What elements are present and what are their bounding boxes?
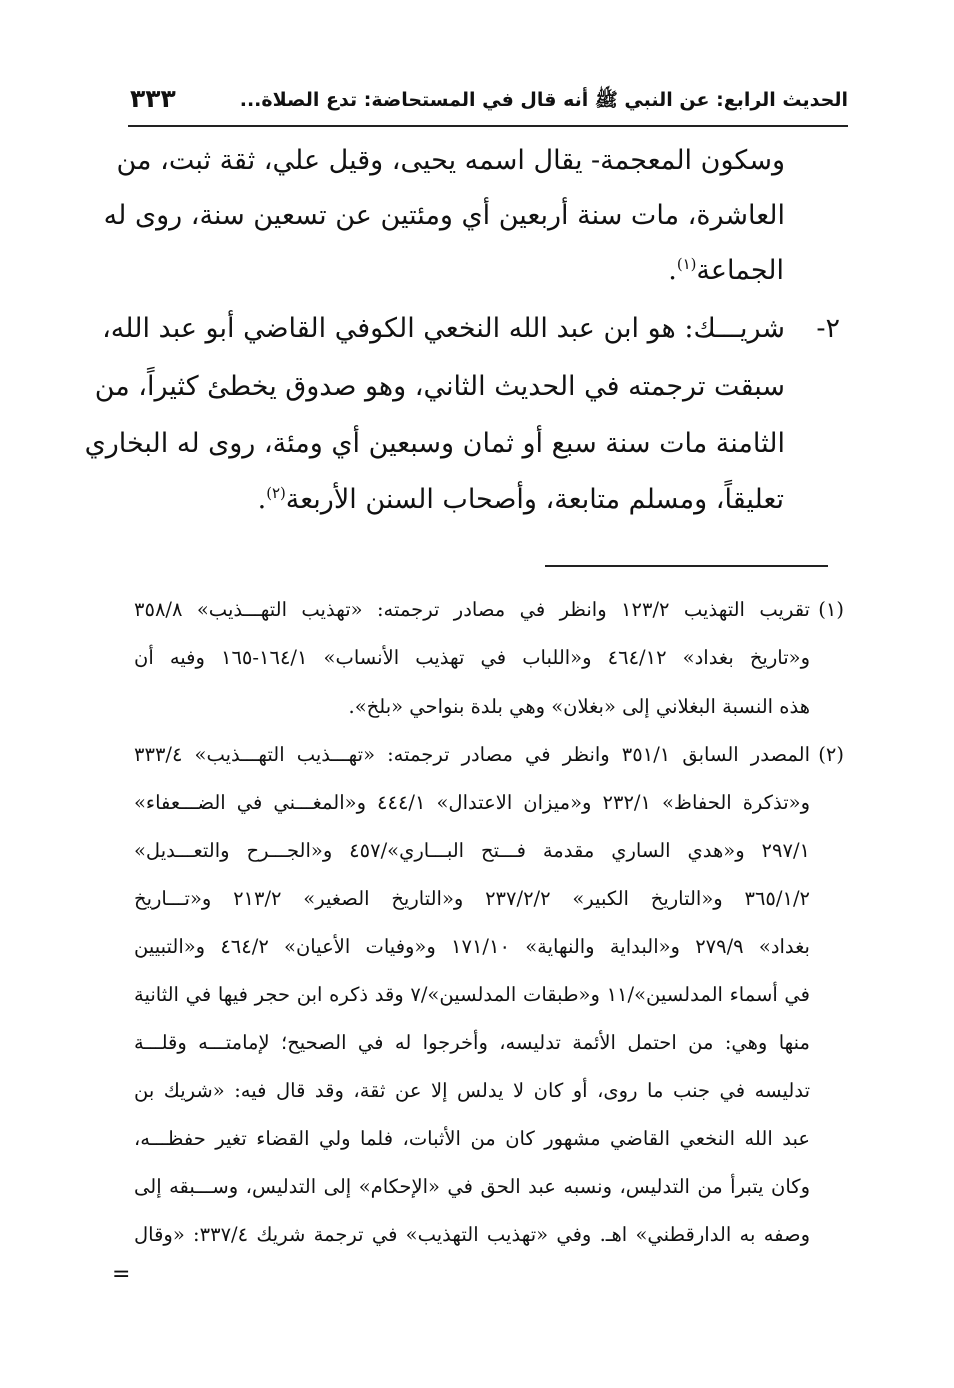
list-marker: ٢- <box>816 313 840 344</box>
footnote-line: تقريب التهذيب ١٢٣/٢ وانظر في مصادر ترجمته: «تهذيب التهـــذيب» ٣٥٨/٨ <box>134 598 810 621</box>
page-number: ٣٣٣ <box>130 84 176 113</box>
footnote-line: هذه النسبة البغلاني إلى «بغلان» وهي بلدة بنواحي «بلخ». <box>348 695 810 718</box>
footnote-line: منها وهي: من احتمل الأئمة تدليسه، وأخرجوا له في الصحيح؛ لإمامتـــه وقلـــة <box>134 1031 810 1054</box>
text-line: الجماعة$^{(١)}$. <box>668 255 784 286</box>
text-line: تعليقاً، ومسلم متابعة، وأصحاب السنن الأربعة$^{(٢)}$. <box>257 484 784 515</box>
footnote-marker: (١) <box>818 598 844 621</box>
footnote-line: المصدر السابق ٣٥١/١ وانظر في مصادر ترجمته: «تهـــذيب التهـــذيب» ٣٣٣/٤ <box>134 743 810 766</box>
continuation-mark: = <box>112 1262 131 1287</box>
footnote-line: في أسماء المدلسين»/١١ و«طبقات المدلسين»/٧ وقد ذكره ابن حجر فيها في الثانية <box>134 983 811 1006</box>
footnote-line: عبد الله النخعي القاضي مشهور كان من الأثبات، فلما ولي القضاء تغير حفظـــه، <box>134 1127 810 1150</box>
running-title: الحديث الرابع: عن النبي ﷺ أنه قال في المستحاضة: تدع الصلاة... <box>239 89 848 111</box>
page-header <box>128 84 848 124</box>
text-line: الثامنة مات سنة سبع أو ثمان وسبعين أي ومئة، روى له البخاري <box>84 428 785 459</box>
footnote-rule <box>545 565 828 567</box>
text-line: العاشرة، مات سنة أربعين أي ومئتين عن تسعين سنة، روى له <box>103 200 785 231</box>
text-line: سبقت ترجمته في الحديث الثاني، وهو صدوق يخطئ كثيراً، من <box>94 371 785 402</box>
footnote-line: وصفه به الدارقطني» اهـ. وفي «تهذيب التهذيب» في ترجمة شريك ٣٣٧/٤: «وقال <box>134 1223 811 1246</box>
footnote-marker: (٢) <box>818 743 844 766</box>
footnote-ref: (٢) <box>266 484 286 502</box>
footnote-line: و«تاريخ بغداد» ٤٦٤/١٢ و«اللباب في تهذيب الأنساب» ١٦٤/١-١٦٥ وفيه أن <box>134 646 810 669</box>
text-line: شريـــك: هو ابن عبد الله النخعي الكوفي القاضي أبو عبد الله، <box>102 313 785 344</box>
footnote-ref: (١) <box>676 255 697 273</box>
footnote-line: تدليسه في جنب ما روى، أو كان لا يدلس إلا عن ثقة، وقد قال فيه: «شريك بن <box>134 1079 810 1102</box>
header-rule <box>128 125 848 127</box>
footnote-line: وكان يتبرأ من التدليس، ونسبه عبد الحق في «الإحكام» إلى التدليس، وســـبقه إلى <box>134 1175 810 1198</box>
footnote-line: ٢٩٧/١ و«هدي الساري مقدمة فـــتح البـــاري»/٤٥٧ و«الجـــرح والتعـــديل» <box>134 839 810 862</box>
footnote-line: بغداد» ٢٧٩/٩ و«البداية والنهاية» ١٧١/١٠ و«وفيات الأعيان» ٤٦٤/٢ و«التبيين <box>134 935 810 958</box>
text-line: وسكون المعجمة- يقال اسمه يحيى، وقيل علي، ثقة ثبت، من <box>116 145 785 176</box>
footnote-line: و«تذكرة الحفاظ» ٢٣٢/١ و«ميزان الاعتدال» ٤٤٤/١ و«المغـــني في الضـــعفاء» <box>134 791 810 814</box>
footnote-line: ٣٦٥/١/٢ و«التاريخ الكبير» ٢٣٧/٢/٢ و«التاريخ الصغير» ٢١٣/٢ و«تـــاريخ <box>134 887 810 910</box>
